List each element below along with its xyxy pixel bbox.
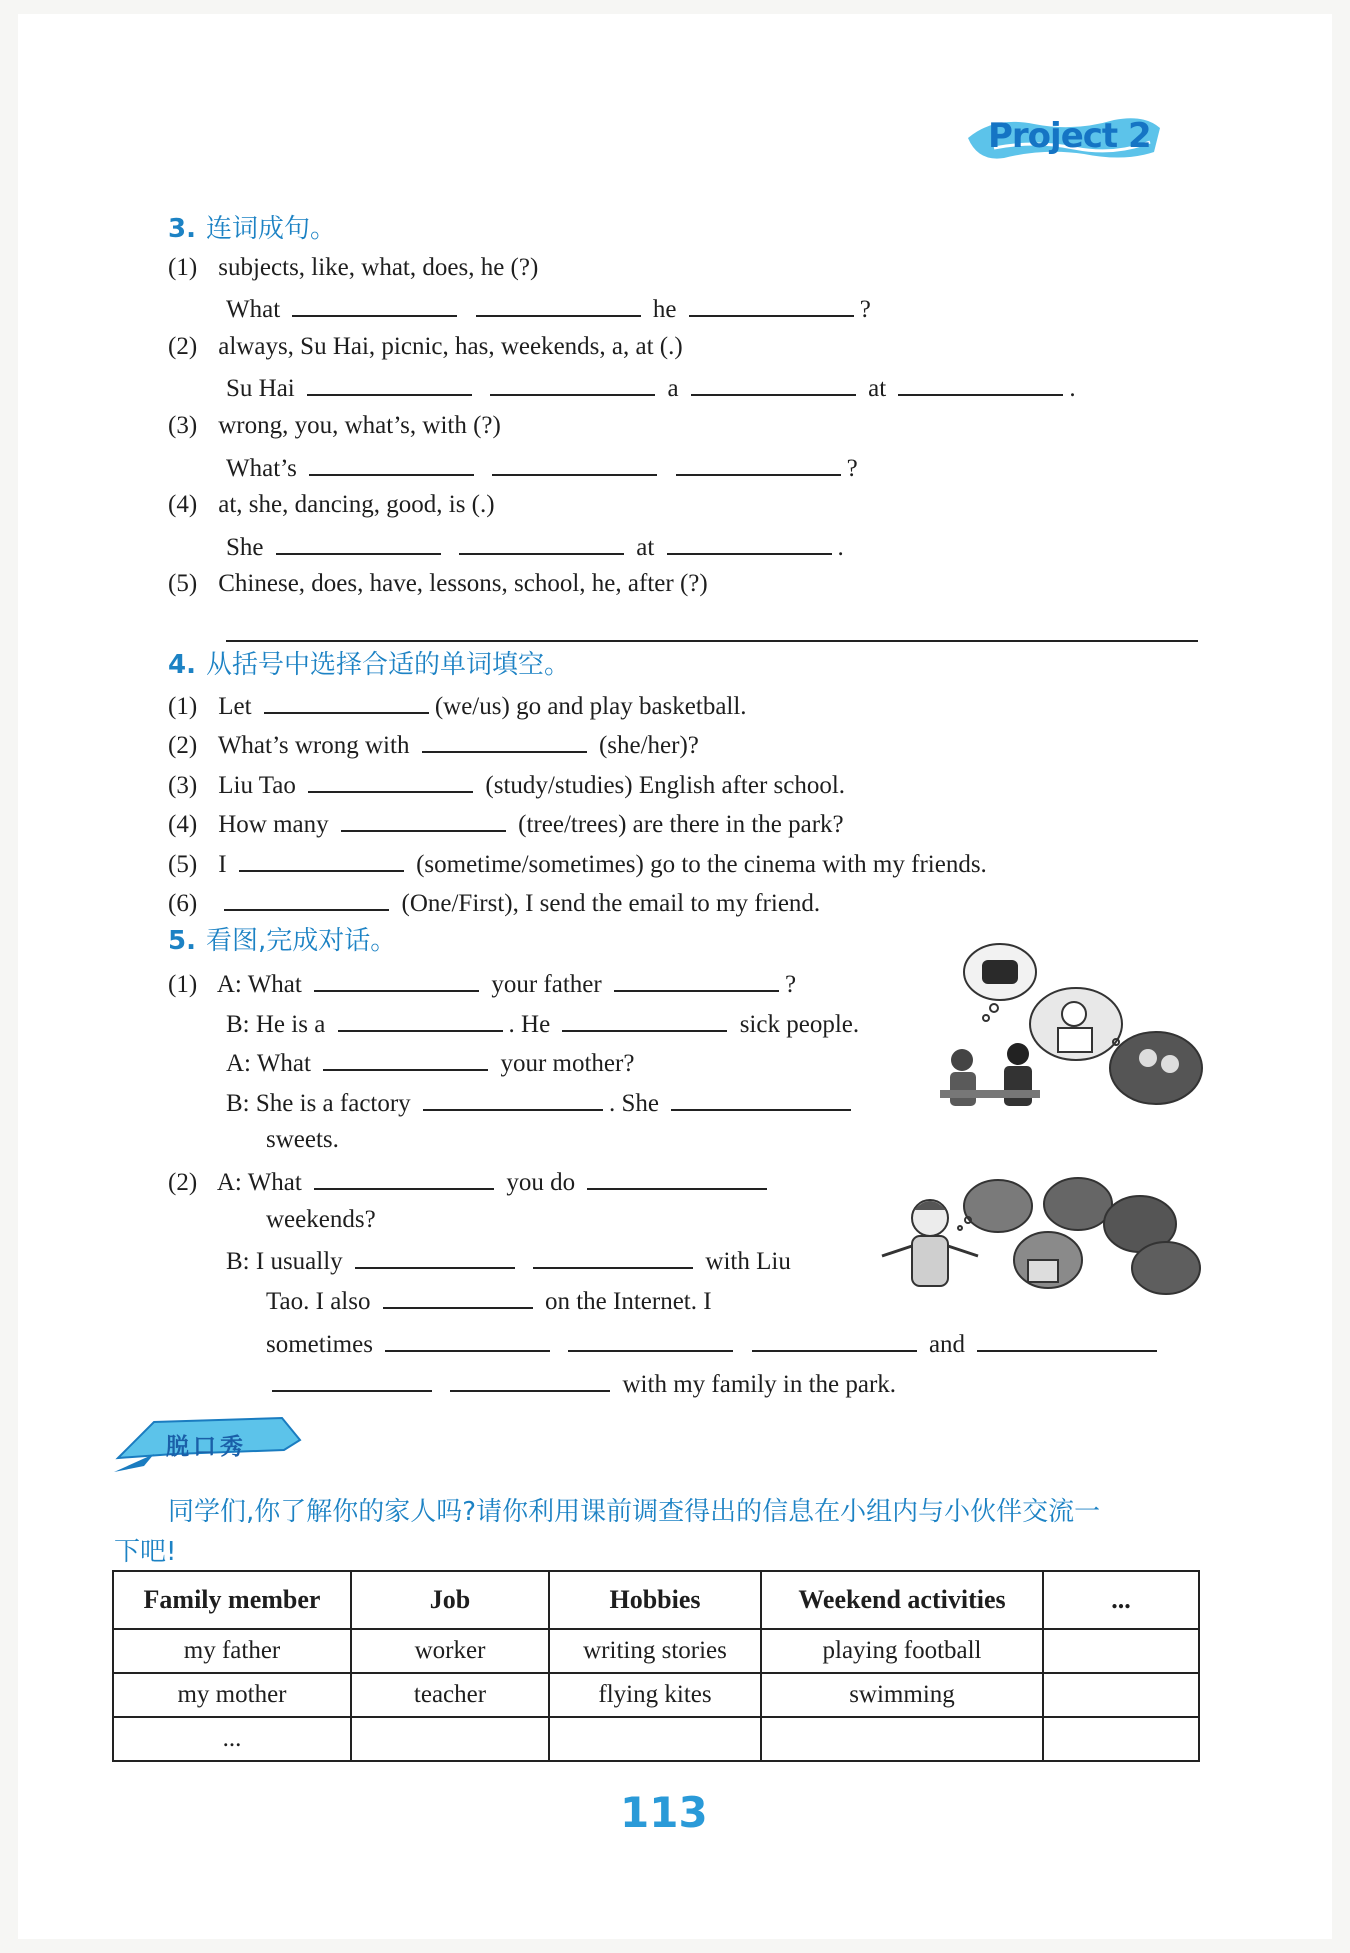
answer-text: at bbox=[636, 534, 655, 561]
item-text: What’s wrong with bbox=[217, 732, 410, 759]
dialog-text: with my family in the park. bbox=[622, 1371, 897, 1398]
ex3-item-4-answer bbox=[226, 529, 844, 564]
ex4-item-1 bbox=[168, 688, 747, 723]
item-label: (5) bbox=[168, 570, 198, 597]
answer-blank[interactable] bbox=[292, 291, 457, 317]
item-label: (2) bbox=[168, 732, 198, 759]
answer-blank[interactable] bbox=[476, 291, 641, 317]
table-cell: ... bbox=[113, 1717, 351, 1761]
table-cell[interactable] bbox=[1043, 1717, 1199, 1761]
answer-blank[interactable] bbox=[309, 450, 474, 476]
project-title: Project 2 bbox=[988, 116, 1151, 156]
item-options: (sometime/sometimes) bbox=[416, 851, 644, 878]
table-header-row bbox=[113, 1571, 1199, 1629]
answer-blank[interactable] bbox=[323, 1045, 488, 1071]
dialog-text: . He bbox=[508, 1011, 551, 1038]
ex5-d2-line5 bbox=[266, 1326, 1163, 1361]
ex4-heading bbox=[168, 648, 570, 682]
answer-text: What’s bbox=[226, 455, 297, 482]
ex3-item-3 bbox=[168, 410, 501, 442]
answer-text: What bbox=[226, 296, 281, 323]
talk-show-label: 脱口秀 bbox=[166, 1434, 247, 1460]
dialog-text: What bbox=[247, 1169, 302, 1196]
item-label: (3) bbox=[168, 772, 198, 799]
table-cell: my mother bbox=[113, 1673, 351, 1717]
table-cell[interactable] bbox=[1043, 1673, 1199, 1717]
page-number: 113 bbox=[620, 1788, 708, 1837]
ex5-number: 5. bbox=[168, 926, 196, 956]
answer-blank[interactable] bbox=[689, 291, 854, 317]
item-options: (tree/trees) bbox=[518, 811, 627, 838]
answer-text: She bbox=[226, 534, 264, 561]
table-cell: worker bbox=[351, 1629, 549, 1673]
dialog-text: She is a factory bbox=[255, 1090, 411, 1117]
item-words: always, Su Hai, picnic, has, weekends, a, at (.) bbox=[218, 333, 683, 360]
table-cell[interactable] bbox=[1043, 1629, 1199, 1673]
speaker: B: bbox=[226, 1011, 250, 1038]
answer-blank[interactable] bbox=[752, 1326, 917, 1352]
ex4-item-2 bbox=[168, 727, 699, 762]
item-text: are there in the park? bbox=[632, 811, 844, 838]
item-text: I bbox=[218, 851, 227, 878]
ex3-item-1-answer bbox=[226, 291, 871, 326]
header-job: Job bbox=[351, 1571, 549, 1629]
speaker: A: bbox=[216, 971, 242, 998]
speaker: A: bbox=[216, 1169, 242, 1196]
item-label: (5) bbox=[168, 851, 198, 878]
item-text: Liu Tao bbox=[218, 772, 296, 799]
ex3-item-2-answer bbox=[226, 370, 1076, 405]
answer-text: he bbox=[652, 296, 677, 323]
answer-blank[interactable] bbox=[307, 370, 472, 396]
ex4-item-5 bbox=[168, 846, 987, 881]
ex5-d1-line1 bbox=[168, 966, 796, 1001]
answer-punct: . bbox=[837, 534, 844, 561]
dialog-text: sick people. bbox=[739, 1011, 860, 1038]
speaker: B: bbox=[226, 1090, 250, 1117]
answer-blank[interactable] bbox=[355, 1243, 515, 1269]
ex4-item-3 bbox=[168, 767, 845, 802]
answer-blank[interactable] bbox=[264, 688, 429, 714]
project-banner bbox=[964, 112, 1164, 164]
ex3-item-5 bbox=[168, 568, 708, 600]
answer-punct: ? bbox=[846, 455, 858, 482]
table-cell: swimming bbox=[761, 1673, 1043, 1717]
dialog-text: What bbox=[247, 971, 302, 998]
item-label: (3) bbox=[168, 412, 198, 439]
answer-text: Su Hai bbox=[226, 375, 295, 402]
item-text: How many bbox=[218, 811, 329, 838]
item-words: Chinese, does, have, lessons, school, he, after (?) bbox=[218, 570, 708, 597]
header-more: ... bbox=[1043, 1571, 1199, 1629]
ex3-item-3-answer bbox=[226, 450, 858, 485]
item-label: (4) bbox=[168, 811, 198, 838]
answer-punct: ? bbox=[859, 296, 871, 323]
item-text: English after school. bbox=[638, 772, 846, 799]
item-words: subjects, like, what, does, he (?) bbox=[218, 254, 539, 281]
answer-blank[interactable] bbox=[533, 1243, 693, 1269]
item-text: ? bbox=[687, 732, 699, 759]
answer-blank[interactable] bbox=[459, 529, 624, 555]
dialog-text: on the Internet. I bbox=[544, 1288, 712, 1315]
item-options: (she/her) bbox=[598, 732, 688, 759]
answer-blank[interactable] bbox=[422, 727, 587, 753]
ex3-number: 3. bbox=[168, 214, 196, 244]
ex5-d1-line2 bbox=[226, 1006, 859, 1041]
item-words: wrong, you, what’s, with (?) bbox=[218, 412, 501, 439]
item-label: (4) bbox=[168, 491, 198, 518]
dialog-text: He is a bbox=[255, 1011, 326, 1038]
answer-blank[interactable] bbox=[423, 1085, 603, 1111]
ex3-item-2 bbox=[168, 331, 683, 363]
ex5-d1-line5: sweets. bbox=[266, 1126, 339, 1153]
answer-blank[interactable] bbox=[385, 1326, 550, 1352]
answer-blank[interactable] bbox=[492, 450, 657, 476]
answer-blank[interactable] bbox=[614, 966, 779, 992]
ex3-heading bbox=[168, 212, 336, 246]
answer-blank[interactable] bbox=[676, 450, 841, 476]
dialog-punct: ? bbox=[784, 971, 797, 998]
dialog-text: with Liu bbox=[705, 1248, 791, 1275]
item-text: I send the email to my friend. bbox=[525, 890, 821, 917]
ex4-number: 4. bbox=[168, 650, 196, 680]
header-weekend-activities: Weekend activities bbox=[761, 1571, 1043, 1629]
table-cell: writing stories bbox=[549, 1629, 761, 1673]
table-row bbox=[113, 1673, 1199, 1717]
answer-blank[interactable] bbox=[383, 1283, 533, 1309]
speaker: B: bbox=[226, 1248, 250, 1275]
dialog-text: sometimes bbox=[266, 1331, 373, 1358]
answer-blank[interactable] bbox=[671, 1085, 851, 1111]
item-options: (we/us) bbox=[434, 693, 510, 720]
item-text: go to the cinema with my friends. bbox=[650, 851, 987, 878]
table-cell: my father bbox=[113, 1629, 351, 1673]
answer-blank[interactable] bbox=[272, 1366, 432, 1392]
weekend-activities-illustration bbox=[868, 1176, 1204, 1296]
answer-blank[interactable] bbox=[239, 846, 404, 872]
family-info-table bbox=[112, 1570, 1200, 1762]
item-words: at, she, dancing, good, is (.) bbox=[218, 491, 495, 518]
answer-blank[interactable] bbox=[314, 1164, 494, 1190]
answer-blank[interactable] bbox=[450, 1366, 610, 1392]
talk-show-intro: 同学们,你了解你的家人吗?请你利用课前调查得出的信息在小组内与小伙伴交流一 bbox=[168, 1497, 1101, 1527]
ex5-d2-line2: weekends? bbox=[266, 1206, 376, 1233]
item-text: Let bbox=[218, 693, 252, 720]
talk-show-intro-cont: 下吧! bbox=[114, 1537, 177, 1567]
item-options: (One/First), bbox=[401, 890, 519, 917]
ex5-heading bbox=[168, 924, 396, 958]
ex5-d2-line1 bbox=[168, 1164, 773, 1199]
ex4-item-4 bbox=[168, 806, 844, 841]
answer-blank[interactable] bbox=[276, 529, 441, 555]
ex5-title: 看图,完成对话。 bbox=[205, 926, 397, 956]
speaker: A: bbox=[226, 1050, 251, 1077]
item-label: (1) bbox=[168, 693, 198, 720]
table-row bbox=[113, 1717, 1199, 1761]
answer-blank[interactable] bbox=[490, 370, 655, 396]
answer-text: at bbox=[868, 375, 887, 402]
ex4-title: 从括号中选择合适的单词填空。 bbox=[205, 650, 570, 680]
answer-text: a bbox=[667, 375, 679, 402]
ex3-item-5-answer-line[interactable] bbox=[226, 640, 1198, 642]
answer-blank[interactable] bbox=[314, 966, 479, 992]
answer-blank[interactable] bbox=[667, 529, 832, 555]
table-cell[interactable] bbox=[351, 1717, 549, 1761]
item-text: go and play basketball. bbox=[516, 693, 747, 720]
talk-show-tag bbox=[114, 1414, 304, 1476]
item-label: (2) bbox=[168, 333, 198, 360]
answer-blank[interactable] bbox=[977, 1326, 1157, 1352]
ex5-d1-line3 bbox=[226, 1045, 634, 1080]
answer-blank[interactable] bbox=[568, 1326, 733, 1352]
ex5-d2-line3 bbox=[226, 1243, 791, 1278]
dialog-text: your mother? bbox=[500, 1050, 635, 1077]
answer-blank[interactable] bbox=[691, 370, 856, 396]
ex3-title: 连词成句。 bbox=[205, 214, 336, 244]
answer-blank[interactable] bbox=[224, 885, 389, 911]
ex3-item-1 bbox=[168, 252, 538, 284]
ex5-d2-line6 bbox=[266, 1366, 896, 1401]
answer-blank[interactable] bbox=[308, 767, 473, 793]
dialog-text: What bbox=[256, 1050, 311, 1077]
item-label: (1) bbox=[168, 971, 198, 998]
table-row bbox=[113, 1629, 1199, 1673]
ex5-d2-line4 bbox=[266, 1283, 712, 1318]
table-cell: playing football bbox=[761, 1629, 1043, 1673]
table-cell[interactable] bbox=[549, 1717, 761, 1761]
table-cell[interactable] bbox=[761, 1717, 1043, 1761]
dialog-text: and bbox=[928, 1331, 966, 1358]
answer-blank[interactable] bbox=[338, 1006, 503, 1032]
ex3-item-4 bbox=[168, 489, 495, 521]
answer-blank[interactable] bbox=[898, 370, 1063, 396]
ex4-item-6 bbox=[168, 885, 820, 920]
dialog-text: you do bbox=[506, 1169, 576, 1196]
answer-blank[interactable] bbox=[341, 806, 506, 832]
dialog-text: Tao. I also bbox=[266, 1288, 371, 1315]
item-label: (6) bbox=[168, 890, 198, 917]
item-label: (1) bbox=[168, 254, 198, 281]
table-cell: teacher bbox=[351, 1673, 549, 1717]
answer-blank[interactable] bbox=[587, 1164, 767, 1190]
header-hobbies: Hobbies bbox=[549, 1571, 761, 1629]
item-options: (study/studies) bbox=[485, 772, 633, 799]
dialog-text: your father bbox=[491, 971, 602, 998]
answer-blank[interactable] bbox=[562, 1006, 727, 1032]
answer-punct: . bbox=[1069, 375, 1076, 402]
table-cell: flying kites bbox=[549, 1673, 761, 1717]
dialog-text: I usually bbox=[255, 1248, 343, 1275]
item-label: (2) bbox=[168, 1169, 198, 1196]
header-family-member: Family member bbox=[113, 1571, 351, 1629]
ex5-d1-line4 bbox=[226, 1085, 857, 1120]
dialog-text: . She bbox=[608, 1090, 659, 1117]
family-jobs-illustration bbox=[934, 940, 1204, 1110]
